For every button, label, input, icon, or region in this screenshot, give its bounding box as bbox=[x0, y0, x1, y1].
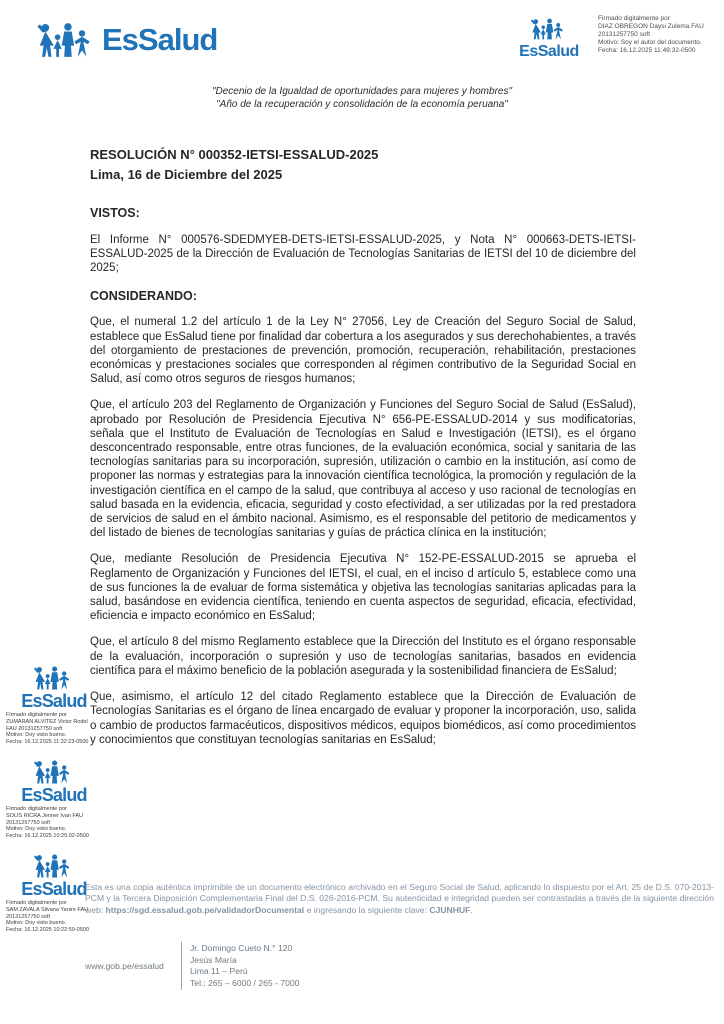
signature-line: 20131257750 soft bbox=[6, 819, 51, 826]
document-body bbox=[90, 148, 636, 759]
signature-line: Firmado digitalmente por bbox=[6, 900, 67, 906]
disclaimer-text: siguiente clave: bbox=[367, 904, 430, 915]
signature-line: Motivo: Doy visto bueno. bbox=[6, 732, 67, 739]
stamp-logo bbox=[6, 758, 102, 804]
signature-line: Firmado digitalmente por bbox=[6, 712, 67, 718]
digital-signature-stamp bbox=[6, 664, 102, 746]
essalud-wordmark: EsSalud bbox=[102, 22, 218, 57]
vistos-heading: VISTOS: bbox=[90, 206, 140, 221]
signature-line: 20131257750 soft bbox=[6, 913, 51, 920]
disclaimer-text: Esta es una copia auténtica imprimible de un documento electrónico archivado en el Seguro Social de Salud, aplicando lo dispuesto por el Art. 25 de D.S. 070-2013-PCM y la Tercera Disposición Complementaria Final del D.S. 026-2016-PCM. Su autenticidad e integridad pueden ser contrastadas a través de la siguiente dirección web: bbox=[85, 882, 714, 915]
considerando-paragraph: Que, asimismo, el artículo 12 del citado Reglamento establece que la Dirección de Evaluación de Tecnologías Sanitarias es el órgano de línea encargado de evaluar y proponer la incorporación, uso, salida o cambio de productos farmacéuticos, dispositivos médicos, equipos biomédicos, así como procedimientos y conocimientos que constituyan tecnologías sanitarias en EsSalud; bbox=[90, 691, 636, 746]
digital-signature-stamp bbox=[6, 758, 102, 840]
signature-line: Motivo: Doy visto bueno. bbox=[6, 920, 67, 927]
digital-signature-author bbox=[598, 15, 720, 55]
essalud-logo-small bbox=[519, 16, 579, 61]
address-block bbox=[190, 943, 299, 989]
considerando-paragraph: Que, el numeral 1.2 del artículo 1 de la Ley N° 27056, Ley de Creación del Seguro Social de Salud, establece que EsSalud tiene por finalidad dar cobertura a los asegurados y sus derechohabientes, a través del otorgamiento de prestaciones de prevención, promoción, recuperación, rehabilitación, prestaciones económicas y prestaciones sociales que corresponden al régimen contributivo de la Seguridad Social en Salud, así como otros seguros de riesgos humanos; bbox=[90, 316, 636, 386]
signature-line: Firmado digitalmente por bbox=[598, 15, 670, 22]
official-mottos bbox=[0, 86, 724, 111]
essalud-family-icon bbox=[530, 16, 568, 42]
signature-line: ZUMARAN ALVITEZ Victor Rodol bbox=[6, 718, 88, 725]
signature-line: Motivo: Doy visto bueno. bbox=[6, 826, 67, 833]
signature-line: SAM ZAVALA Silvana Yanire FAU bbox=[6, 906, 89, 913]
website-url: www.gob.pe/essalud bbox=[85, 961, 164, 971]
signature-line: Fecha: 16.12.2025 10:22:59-0500 bbox=[6, 927, 89, 934]
essalud-wordmark: EsSalud bbox=[21, 785, 87, 805]
signature-line: Fecha: 16.12.2025 11:49:32-0500 bbox=[598, 47, 696, 54]
disclaimer-text: e ingresando la bbox=[304, 904, 366, 915]
footer-address bbox=[85, 942, 299, 990]
validator-url: https://sgd.essalud.gob.pe/validadorDocumental bbox=[105, 904, 305, 915]
essalud-wordmark: EsSalud bbox=[21, 879, 87, 899]
address-line: Jr. Domingo Cueto N.° 120 bbox=[190, 943, 293, 953]
essalud-wordmark: EsSalud bbox=[21, 691, 87, 711]
signature-line: Motivo: Soy el autor del documento. bbox=[598, 39, 702, 46]
essalud-family-icon bbox=[33, 852, 75, 880]
signature-line: Firmado digitalmente por bbox=[6, 806, 67, 812]
motto-line: "Decenio de la Igualdad de oportunidades para mujeres y hombres" bbox=[211, 86, 513, 97]
signature-line: DIAZ OBREGON Daysi Zulema FAU bbox=[598, 23, 704, 30]
essalud-logo bbox=[36, 18, 217, 62]
validation-key: CJUNHUF bbox=[429, 904, 471, 915]
address-line: Jesús María bbox=[190, 954, 237, 965]
signature-line: FAU 20131257750 soft bbox=[6, 725, 63, 732]
essalud-family-icon bbox=[33, 758, 75, 786]
considerando-heading: CONSIDERANDO: bbox=[90, 289, 197, 304]
motto-line: "Año de la recuperación y consolidación de la economía peruana" bbox=[216, 98, 508, 110]
authenticity-disclaimer bbox=[85, 882, 714, 916]
address-divider bbox=[181, 942, 182, 990]
stamp-logo bbox=[6, 664, 102, 710]
place-and-date: Lima, 16 de Diciembre del 2025 bbox=[90, 167, 283, 183]
stamp-signature-text bbox=[6, 806, 89, 840]
vistos-paragraph: El Informe N° 000576-SDEDMYEB-DETS-IETSI-ESSALUD-2025, y Nota N° 000663-DETS-IETSI-ESSALUD-2025 de la Dirección de Evaluación de Tecnologías Sanitarias de IETSI del 10 de diciembre del 2025; bbox=[90, 233, 636, 275]
signature-line: Fecha: 16.12.2025 11:32:23-0500 bbox=[6, 739, 89, 746]
essalud-family-icon bbox=[33, 664, 75, 692]
signature-line: SOLIS RICRA Jenner Ivan FAU bbox=[6, 812, 84, 819]
signature-line: 20131257750 soft bbox=[598, 31, 651, 38]
considerando-paragraph: Que, el artículo 203 del Reglamento de Organización y Funciones del Seguro Social de Salud (EsSalud), aprobado por Resolución de Presidencia Ejecutiva N° 656-PE-ESSALUD-2014 y sus modificatorias, señala que el Instituto de Evaluación de Tecnologías en Salud e Investigación (IETSI), es el órgano desconcentrado responsable, entre otras funciones, de la evaluación económica, social y sanitaria de las tecnologías sanitarias para su incorporación, supresión, utilización o cambio en la institución, así como de proponer las normas y estrategias para la innovación científica tecnológica, la promoción y regulación de la investigación científica en el campo de la salud, que contribuya al acceso y uso racional de tecnologías en salud basada en la evidencia, eficacia, seguridad y costo efectividad, a ser utilizadas por la red prestadora de servicios de salud en el ámbito nacional. Asimismo, es el responsable del petitorio de medicamentos y del listado de bienes de tecnologías sanitarias y guías de práctica clínica en la institución; bbox=[90, 399, 636, 540]
considerando-paragraph: Que, el artículo 8 del mismo Reglamento establece que la Dirección del Instituto es el órgano responsable de la evaluación, incorporación o supresión y uso de tecnologías sanitarias, basados en evidencia científica para el máximo beneficio de la población asegurada y la sostenibilidad financiera de EsSalud; bbox=[90, 636, 636, 677]
address-line: Lima 11 – Perú bbox=[190, 966, 248, 976]
essalud-family-icon bbox=[36, 18, 98, 62]
stamp-signature-text bbox=[6, 900, 89, 934]
disclaimer-text: . bbox=[470, 904, 473, 915]
signature-line: Fecha: 16.12.2025 10:25:02-0500 bbox=[6, 833, 89, 840]
address-line: Tel.: 265 – 6000 / 265 - 7000 bbox=[190, 977, 300, 988]
resolution-title: RESOLUCIÓN N° 000352-IETSI-ESSALUD-2025 bbox=[90, 147, 379, 162]
considerando-paragraph: Que, mediante Resolución de Presidencia Ejecutiva N° 152-PE-ESSALUD-2015 se aprueba el Reglamento de Organización y Funciones del IETSI, el cual, en el inciso d artículo 5, establece como una de sus funciones la de evaluar de forma sistemática y objetiva las tecnologías sanitarias aplicadas para la salud, basándose en evidencia científica, teniendo en cuenta aspectos de seguridad, eficacia, efectividad, eficiencia e impacto económico en EsSalud; bbox=[90, 553, 636, 623]
essalud-wordmark: EsSalud bbox=[519, 43, 579, 60]
stamp-signature-text bbox=[6, 712, 88, 746]
